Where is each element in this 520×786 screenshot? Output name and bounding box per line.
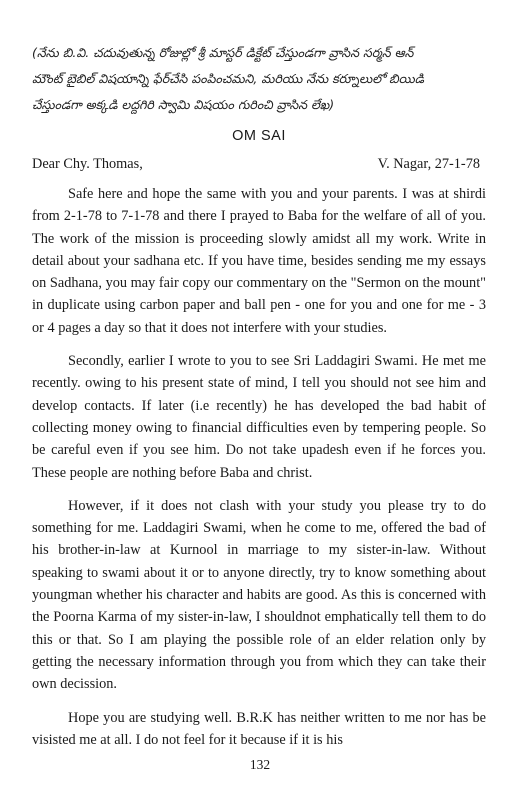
- page-number: 132: [249, 757, 271, 772]
- letter-paragraph: However, if it does not clash with your study you please try to do something for me. Laddagiri Swami, when he come to me, offered the bad of his brother-in-law at Kurnool in marriage to my sister-in-law. Without speaking to swami about it or to anyone directly, try to know something about youngman whether his character and habits are good. As this is concerned with the Poorna Karma of my sister-in-law, I shouldnot emphatically tell them to do this or that. So I am playing the possible role of an elder relation only by getting the necessary information through you from which they can take their own decission.: [32, 497, 486, 693]
- telugu-line: (నేను బి.వి. చదువుతున్న రోజుల్లో శ్రీ మాస్టర్ డిక్టేట్ చేస్తుండగా వ్రాసిన సర్మన్ ఆన్: [32, 45, 414, 60]
- telugu-line: మౌంట్ బైబిల్ విషయాన్ని ఫేర్‌చేసి పంపించమని, మరియు నేను కర్నూలులో బియిడి: [32, 71, 424, 86]
- letter-paragraph: Hope you are studying well. B.R.K has neither written to me nor has be visisted me at all. I do not feel for it because if it is his: [32, 709, 486, 748]
- letter-heading: OM SAI: [232, 128, 286, 144]
- telugu-line: చేస్తుండగా అక్కడి లద్దగిరి స్వామి విషయం గురించి వ్రాసిన లేఖ): [32, 97, 335, 112]
- telugu-intro-note: [32, 40, 486, 118]
- place-date: V. Nagar, 27-1-78: [377, 156, 480, 172]
- letter-paragraph: Secondly, earlier I wrote to you to see Sri Laddagiri Swami. He met me recently. owing to his present state of mind, I tell you should not see him and develop contacts. If later (i.e recently) he has developed the bad habit of collecting money owing to financial difficulties even by tempering people. So be careful even if you see him. Do not take upadesh even if he forces you. These people are nothing before Baba and christ.: [32, 353, 486, 481]
- salutation: Dear Chy. Thomas,: [32, 156, 143, 172]
- letter-salutation-row: [32, 153, 480, 175]
- letter-paragraph: Safe here and hope the same with you and your parents. I was at shirdi from 2-1-78 to 7-1-78 and there I prayed to Baba for the welfare of all of you. The work of the mission is proceeding slowly amidst all my work. Write in detail about your sadhana etc. If you have time, besides sending me my essays on Sadhana, you may fair copy our commentary on the "Sermon on the mount" in duplicate using carbon paper and ball pen - one for you and one for me - 3 or 4 pages a day so that it does not interfere with your studies.: [32, 186, 486, 336]
